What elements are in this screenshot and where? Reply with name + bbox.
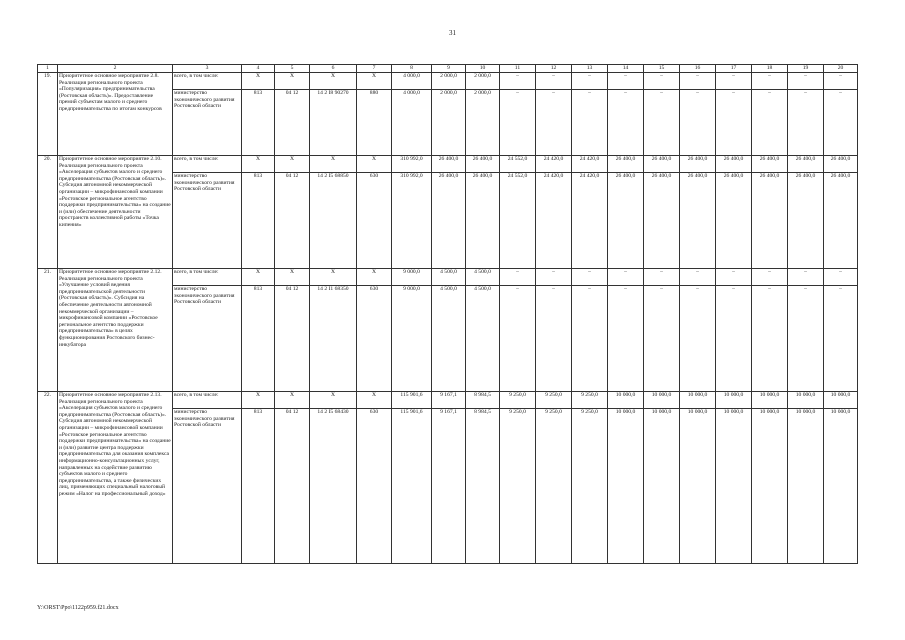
- value-cell: 4 000,0: [392, 73, 432, 90]
- value-cell: X: [242, 392, 275, 409]
- value-cell: 04 12: [275, 90, 310, 156]
- year-value-cell: –: [680, 90, 716, 156]
- value-cell: 630: [357, 173, 392, 269]
- value-cell: 630: [357, 286, 392, 392]
- year-value-cell: 26 400,0: [608, 173, 644, 269]
- year-value-cell: –: [788, 269, 824, 286]
- measure-description: Приоритетное основное мероприятие 2.12. Реализация регионального проекта «Улучшение условий ведения предпринимательской деятельности (Ростовская область)». Субсидия на обеспечение деятельности автономной некоммерческой организации – микрофинансовой компании «Ростовское региональное агентство поддержки предпринимательства» в целях функционирования Ростовского бизнес-инкубатора: [58, 269, 173, 392]
- value-cell: X: [310, 73, 357, 90]
- year-value-cell: –: [824, 286, 858, 392]
- value-cell: 26 400,0: [466, 156, 500, 173]
- year-value-cell: 24 420,0: [536, 173, 572, 269]
- year-value-cell: –: [536, 90, 572, 156]
- column-header: 4: [242, 65, 275, 73]
- year-value-cell: –: [500, 269, 536, 286]
- column-header: 11: [500, 65, 536, 73]
- column-header: 19: [788, 65, 824, 73]
- value-cell: 4 500,0: [466, 269, 500, 286]
- column-header: 13: [572, 65, 608, 73]
- value-cell: 4 500,0: [466, 286, 500, 392]
- value-cell: 9 000,0: [392, 269, 432, 286]
- value-cell: X: [275, 392, 310, 409]
- header-row: [38, 65, 858, 73]
- year-value-cell: 26 400,0: [824, 173, 858, 269]
- value-cell: 2 000,0: [432, 90, 466, 156]
- value-cell: 630: [357, 409, 392, 564]
- year-value-cell: 24 420,0: [572, 156, 608, 173]
- year-value-cell: 9 250,0: [572, 392, 608, 409]
- value-cell: X: [275, 156, 310, 173]
- year-value-cell: 26 400,0: [644, 156, 680, 173]
- year-value-cell: –: [788, 73, 824, 90]
- executor-label: всего, в том числе:: [173, 73, 242, 90]
- value-cell: 9 167,1: [432, 392, 466, 409]
- value-cell: 310 992,0: [392, 156, 432, 173]
- year-value-cell: 10 000,0: [644, 392, 680, 409]
- value-cell: X: [275, 269, 310, 286]
- year-value-cell: 9 250,0: [572, 409, 608, 564]
- value-cell: X: [357, 73, 392, 90]
- year-value-cell: 9 250,0: [500, 392, 536, 409]
- value-cell: 115 901,6: [392, 409, 432, 564]
- value-cell: 9 000,0: [392, 286, 432, 392]
- table-row: [38, 269, 858, 286]
- year-value-cell: –: [644, 286, 680, 392]
- row-number: 20.: [38, 156, 58, 269]
- executor-label: министерство экономического развития Ростовской области: [173, 409, 242, 564]
- year-value-cell: 10 000,0: [752, 409, 788, 564]
- value-cell: 310 992,0: [392, 173, 432, 269]
- column-header: 1: [38, 65, 58, 73]
- year-value-cell: –: [572, 286, 608, 392]
- value-cell: 04 12: [275, 173, 310, 269]
- year-value-cell: –: [644, 73, 680, 90]
- value-cell: 8 984,5: [466, 392, 500, 409]
- value-cell: X: [310, 156, 357, 173]
- value-cell: 26 400,0: [432, 156, 466, 173]
- value-cell: X: [275, 73, 310, 90]
- executor-label: всего, в том числе:: [173, 269, 242, 286]
- value-cell: 8 984,5: [466, 409, 500, 564]
- measure-description: Приоритетное основное мероприятие 2.10. Реализация регионального проекта «Акселерация субъектов малого и среднего предпринимательства (Ростовская область)». Субсидия автономной некоммерческой организации – микрофинансовой компании «Ростовское региональное агентство поддержки предпринимательства» на создание и (или) обеспечение деятельности пространств коллективной работы «Точка кипения»: [58, 156, 173, 269]
- year-value-cell: 9 250,0: [536, 392, 572, 409]
- measure-description: Приоритетное основное мероприятие 2.13. Реализация регионального проекта «Акселерация субъектов малого и среднего предпринимательства (Ростовская область)». Субсидия автономной некоммерческой организации – микрофинансовой компании «Ростовское региональное агентство поддержки предпринимательства» на создание и (или) развитие центра поддержки предпринимательства для оказания комплекса информационно-консультационных услуг, направленных на содействие развитию субъектов малого и среднего предпринимательства, а также физических лиц, применяющих специальный налоговый режим «Налог на профессиональный доход»: [58, 392, 173, 564]
- year-value-cell: –: [824, 73, 858, 90]
- value-cell: X: [242, 269, 275, 286]
- year-value-cell: 10 000,0: [608, 409, 644, 564]
- year-value-cell: 10 000,0: [788, 409, 824, 564]
- value-cell: X: [242, 73, 275, 90]
- year-value-cell: 10 000,0: [824, 409, 858, 564]
- file-path: Y:\ORST\Ppo\1122p959.f21.docx: [37, 605, 119, 611]
- year-value-cell: 10 000,0: [716, 409, 752, 564]
- year-value-cell: 10 000,0: [680, 392, 716, 409]
- year-value-cell: –: [500, 73, 536, 90]
- value-cell: 14 2 I5 68430: [310, 409, 357, 564]
- year-value-cell: 10 000,0: [824, 392, 858, 409]
- value-cell: X: [357, 392, 392, 409]
- column-header: 8: [392, 65, 432, 73]
- year-value-cell: 26 400,0: [824, 156, 858, 173]
- year-value-cell: 10 000,0: [716, 392, 752, 409]
- year-value-cell: 26 400,0: [644, 173, 680, 269]
- year-value-cell: –: [536, 73, 572, 90]
- column-header: 14: [608, 65, 644, 73]
- column-header: 2: [58, 65, 173, 73]
- value-cell: 880: [357, 90, 392, 156]
- column-header: 12: [536, 65, 572, 73]
- year-value-cell: –: [680, 269, 716, 286]
- year-value-cell: 9 250,0: [536, 409, 572, 564]
- row-number: 19.: [38, 73, 58, 156]
- year-value-cell: –: [608, 90, 644, 156]
- executor-label: министерство экономического развития Ростовской области: [173, 173, 242, 269]
- column-header: 18: [752, 65, 788, 73]
- value-cell: 9 167,1: [432, 409, 466, 564]
- year-value-cell: –: [824, 269, 858, 286]
- value-cell: 26 400,0: [432, 173, 466, 269]
- table-row: [38, 392, 858, 409]
- value-cell: 2 000,0: [432, 73, 466, 90]
- column-header: 16: [680, 65, 716, 73]
- year-value-cell: 10 000,0: [788, 392, 824, 409]
- value-cell: 4 000,0: [392, 90, 432, 156]
- year-value-cell: 26 400,0: [680, 156, 716, 173]
- year-value-cell: 10 000,0: [644, 409, 680, 564]
- year-value-cell: 10 000,0: [752, 392, 788, 409]
- year-value-cell: –: [752, 269, 788, 286]
- table-row: [38, 73, 858, 90]
- column-header: 20: [824, 65, 858, 73]
- year-value-cell: –: [536, 269, 572, 286]
- value-cell: 14 2 I8 90270: [310, 90, 357, 156]
- year-value-cell: 10 000,0: [680, 409, 716, 564]
- year-value-cell: –: [536, 286, 572, 392]
- year-value-cell: –: [608, 286, 644, 392]
- year-value-cell: 24 420,0: [572, 173, 608, 269]
- measure-description: Приоритетное основное мероприятие 2.8. Реализация регионального проекта «Популяризация» предпринимательства (Ростовская область)». Предоставление премий субъектам малого и среднего предпринимательства по итогам конкурсов: [58, 73, 173, 156]
- executor-label: министерство экономического развития Ростовской области: [173, 90, 242, 156]
- column-header: 15: [644, 65, 680, 73]
- year-value-cell: –: [572, 90, 608, 156]
- year-value-cell: –: [716, 286, 752, 392]
- year-value-cell: –: [608, 269, 644, 286]
- year-value-cell: –: [680, 286, 716, 392]
- year-value-cell: –: [680, 73, 716, 90]
- year-value-cell: –: [500, 286, 536, 392]
- value-cell: X: [310, 392, 357, 409]
- year-value-cell: –: [572, 73, 608, 90]
- executor-label: всего, в том числе:: [173, 392, 242, 409]
- year-value-cell: –: [644, 269, 680, 286]
- year-value-cell: 24 420,0: [536, 156, 572, 173]
- year-value-cell: 26 400,0: [752, 156, 788, 173]
- value-cell: 14 2 I1 68350: [310, 286, 357, 392]
- column-header: 10: [466, 65, 500, 73]
- year-value-cell: –: [752, 286, 788, 392]
- value-cell: X: [357, 269, 392, 286]
- row-number: 22.: [38, 392, 58, 564]
- value-cell: 813: [242, 286, 275, 392]
- year-value-cell: –: [644, 90, 680, 156]
- column-header: 6: [310, 65, 357, 73]
- executor-label: всего, в том числе:: [173, 156, 242, 173]
- value-cell: 14 2 I5 68850: [310, 173, 357, 269]
- year-value-cell: –: [608, 73, 644, 90]
- page-number: 31: [449, 29, 456, 37]
- year-value-cell: –: [788, 286, 824, 392]
- column-header: 5: [275, 65, 310, 73]
- year-value-cell: –: [788, 90, 824, 156]
- year-value-cell: 26 400,0: [608, 156, 644, 173]
- column-header: 9: [432, 65, 466, 73]
- value-cell: 813: [242, 173, 275, 269]
- year-value-cell: 24 552,0: [500, 156, 536, 173]
- row-number: 21.: [38, 269, 58, 392]
- year-value-cell: –: [500, 90, 536, 156]
- column-header: 3: [173, 65, 242, 73]
- year-value-cell: –: [752, 90, 788, 156]
- year-value-cell: 26 400,0: [788, 156, 824, 173]
- year-value-cell: –: [752, 73, 788, 90]
- value-cell: 813: [242, 409, 275, 564]
- value-cell: X: [242, 156, 275, 173]
- budget-table: [37, 64, 858, 564]
- year-value-cell: 10 000,0: [608, 392, 644, 409]
- year-value-cell: 26 400,0: [680, 173, 716, 269]
- year-value-cell: –: [716, 73, 752, 90]
- value-cell: 2 000,0: [466, 90, 500, 156]
- value-cell: 2 000,0: [466, 73, 500, 90]
- table-row: [38, 156, 858, 173]
- year-value-cell: –: [716, 269, 752, 286]
- value-cell: 115 901,6: [392, 392, 432, 409]
- year-value-cell: –: [716, 90, 752, 156]
- value-cell: 813: [242, 90, 275, 156]
- value-cell: 4 500,0: [432, 286, 466, 392]
- value-cell: 04 12: [275, 286, 310, 392]
- year-value-cell: 26 400,0: [716, 156, 752, 173]
- value-cell: 04 12: [275, 409, 310, 564]
- column-header: 7: [357, 65, 392, 73]
- year-value-cell: 9 250,0: [500, 409, 536, 564]
- year-value-cell: 26 400,0: [752, 173, 788, 269]
- value-cell: X: [357, 156, 392, 173]
- value-cell: X: [310, 269, 357, 286]
- year-value-cell: 24 552,0: [500, 173, 536, 269]
- year-value-cell: 26 400,0: [716, 173, 752, 269]
- column-header: 17: [716, 65, 752, 73]
- year-value-cell: –: [824, 90, 858, 156]
- year-value-cell: 26 400,0: [788, 173, 824, 269]
- executor-label: министерство экономического развития Ростовской области: [173, 286, 242, 392]
- year-value-cell: –: [572, 269, 608, 286]
- value-cell: 26 400,0: [466, 173, 500, 269]
- value-cell: 4 500,0: [432, 269, 466, 286]
